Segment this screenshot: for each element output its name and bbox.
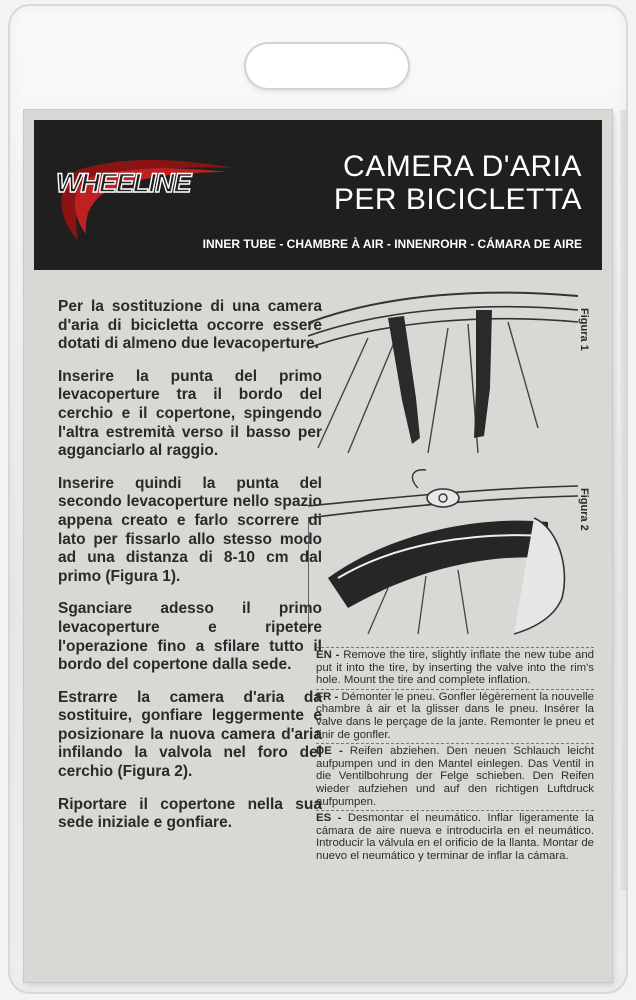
translations <box>316 645 594 864</box>
divider <box>316 743 594 744</box>
translation-fr <box>316 691 594 741</box>
divider <box>316 647 594 648</box>
header-banner <box>34 120 602 270</box>
translation-de <box>316 745 594 808</box>
instruction-step: Per la sostituzione di una camera d'aria di bicicletta occorre essere dotati di almeno due levacoperture. <box>58 298 322 353</box>
logo-text: WHEELINE <box>56 168 191 198</box>
translation-text: Remove the tire, slightly inflate the new tube and put it into the tire, by inserting the valve into the rim's hole. Mount the tire and complete inflation. <box>316 649 594 687</box>
figure-1-drawing <box>308 288 578 458</box>
figure-2-label: Figura 2 <box>578 488 590 531</box>
instructions-italian <box>58 298 322 847</box>
lang-code: FR - <box>316 690 339 703</box>
translation-text: Démonter le pneu. Gonfler légèrement la nouvelle chambre à air et la glisser dans le pneu. Insérer la valve dans le perçage de la jante. Remonter le pneu et finir de gonfler. <box>316 690 594 741</box>
lang-code: EN - <box>316 649 340 661</box>
package-edge <box>620 110 628 890</box>
product-card <box>24 110 612 982</box>
figure-1-label: Figura 1 <box>578 308 590 351</box>
instruction-step: Riportare il copertone nella sua sede iniziale e gonfiare. <box>58 795 322 832</box>
hang-hole <box>244 42 410 90</box>
translation-es <box>316 812 594 862</box>
translation-text: Reifen abziehen. Den neuen Schlauch leicht aufpumpen und in den Mantel einlegen. Das Ventil in die Ventilbohrung der Felge schieben. Den Reifen wieder aufziehen und auf den richtigen Luftdruck aufpumpen. <box>316 745 594 808</box>
title-line-1: CAMERA D'ARIA <box>343 150 582 183</box>
instruction-step: Sganciare adesso il primo levacoperture e ripetere l'operazione fino a sfilare tutto il bordo del copertone dalla sede. <box>58 600 322 674</box>
translation-text: Desmontar el neumático. Inflar ligeramente la cámara de aire nueva e introducirla en el neumático. Introducir la válvula en el orificio de la llanta. Montar de nuevo el neumático y terminar de inflar la cámara. <box>316 812 594 862</box>
product-subtitle: INNER TUBE - CHAMBRE À AIR - INNENROHR - CÁMARA DE AIRE <box>202 237 582 251</box>
lang-code: ES - <box>316 812 342 825</box>
figure-2-drawing <box>308 458 578 638</box>
product-title <box>242 150 582 216</box>
divider <box>316 689 594 690</box>
instruction-step: Inserire la punta del primo levacoperture tra il bordo del cerchio e il copertone, spingendo l'altra estremità verso il basso per agganciarlo al raggio. <box>58 367 322 460</box>
divider <box>316 810 594 811</box>
instruction-step: Inserire quindi la punta del secondo levacoperture nello spazio appena creato e farlo scorrere di lato per fissarlo allo stesso modo ad una distanza di 8-10 cm dal primo (Figura 1). <box>58 474 322 585</box>
lang-code: DE - <box>316 745 343 758</box>
instruction-step: Estrarre la camera d'aria da sostituire, gonfiare leggermente e posizionare la nuova camera d'aria infilando la valvola nel foro del cerchio (Figura 2). <box>58 688 322 781</box>
title-line-2: PER BICICLETTA <box>333 183 582 216</box>
translation-en <box>316 649 594 687</box>
